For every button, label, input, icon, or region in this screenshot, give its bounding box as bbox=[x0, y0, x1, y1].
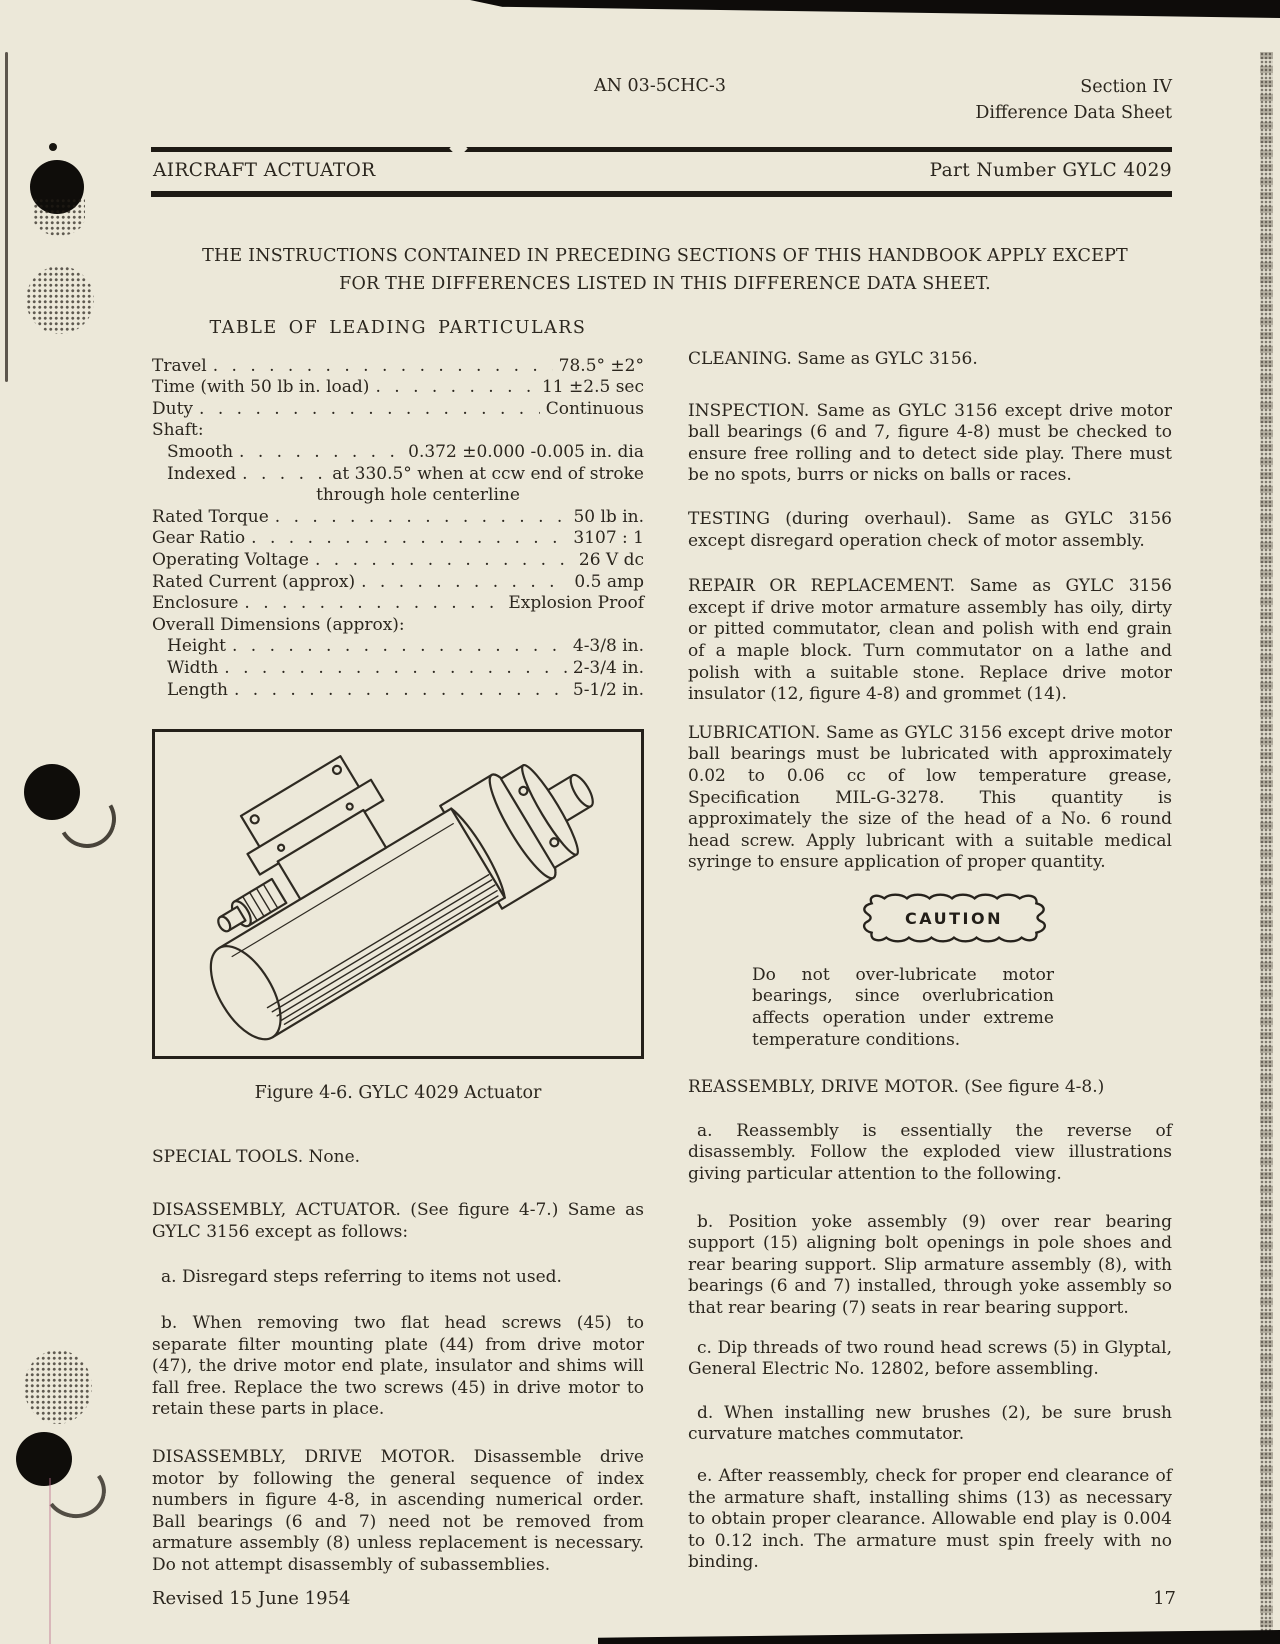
binder-hole-stipple bbox=[26, 266, 94, 334]
table-row: Gear Ratio . . . 3107 : 1 bbox=[152, 528, 644, 550]
table-row: Overall Dimensions (approx): bbox=[152, 614, 405, 635]
scan-speck bbox=[49, 143, 57, 151]
section-label: Section IV bbox=[1080, 77, 1172, 97]
scan-edge-artifact-right bbox=[1260, 52, 1273, 1644]
dot-leader bbox=[244, 593, 502, 615]
dot-leader bbox=[315, 550, 573, 572]
actuator-illustration bbox=[155, 732, 641, 1056]
dot-leader bbox=[375, 377, 536, 399]
figure-box bbox=[152, 729, 644, 1059]
table-row: Height . . . 4-3/8 in. bbox=[152, 636, 644, 658]
reassembly-item-b: b. Position yoke assembly (9) over rear bearing support (15) aligning bolt openings in pole shoes and rear bearing support. Slip armature assembly (8), with bearings (6 and 7) installed, through yoke assembly so that rear bearing (7) seats in rear bearing support. bbox=[688, 1211, 1172, 1318]
right-column bbox=[688, 332, 1172, 1591]
dot-leader bbox=[234, 680, 567, 702]
dot-leader bbox=[242, 464, 326, 486]
scan-line-artifact bbox=[49, 1478, 51, 1644]
table-row: Duty . . . Continuous bbox=[152, 399, 644, 421]
reassembly-item-e: e. After reassembly, check for proper end clearance of the armature shaft, installing shims (13) as necessary to obtain proper clearance. Allowable end play is 0.004 to 0.12 inch. The armature must spin freely with no binding. bbox=[688, 1465, 1172, 1573]
disassembly-actuator-paragraph: DISASSEMBLY, ACTUATOR. (See figure 4-7.) Same as GYLC 3156 except as follows: bbox=[152, 1200, 644, 1242]
disassembly-item-b: b. When removing two flat head screws (45) to separate filter mounting plate (44) from drive motor (47), the drive motor end plate, insulator and shims will fall free. Replace the two screws (45) in drive motor to retain these parts in place. bbox=[152, 1313, 644, 1420]
testing-paragraph: TESTING (during overhaul). Same as GYLC 3156 except disregard operation check of motor assembly. bbox=[688, 508, 1172, 551]
dot-leader bbox=[213, 356, 553, 378]
scan-edge-artifact-top bbox=[470, 0, 1280, 18]
reassembly-item-d: d. When installing new brushes (2), be sure brush curvature matches commutator. bbox=[688, 1402, 1172, 1445]
revision-date: Revised 15 June 1954 bbox=[152, 1588, 351, 1609]
cleaning-paragraph: CLEANING. Same as GYLC 3156. bbox=[688, 349, 978, 369]
horizontal-rule bbox=[151, 191, 1172, 197]
scan-edge-artifact-bottom bbox=[598, 1630, 1280, 1644]
caution-label: CAUTION bbox=[905, 909, 1003, 929]
binder-hole-stipple bbox=[33, 198, 85, 236]
section-block bbox=[975, 74, 1172, 126]
table-row: Travel . . . 78.5° ±2° bbox=[152, 356, 644, 378]
caution-box bbox=[856, 891, 1052, 945]
reassembly-heading: REASSEMBLY, DRIVE MOTOR. (See figure 4-8.) bbox=[688, 1077, 1105, 1098]
scan-edge-artifact-left bbox=[5, 52, 8, 382]
particulars-title: TABLE OF LEADING PARTICULARS bbox=[209, 318, 587, 338]
horizontal-rule bbox=[151, 147, 1172, 152]
table-row: Length . . . 5-1/2 in. bbox=[152, 680, 644, 702]
sheet-label: Difference Data Sheet bbox=[975, 103, 1172, 123]
part-number: Part Number GYLC 4029 bbox=[929, 160, 1172, 181]
disassembly-drive-motor-paragraph: DISASSEMBLY, DRIVE MOTOR. Disassemble drive motor by following the general sequence of index numbers in figure 4-8, in ascending numerical order. Ball bearings (6 and 7) need not be removed from armature assembly (8) unless replacement is necessary. Do not attempt disassembly of subassemblies. bbox=[152, 1447, 644, 1575]
scan-artifact-notch bbox=[449, 139, 467, 157]
table-row: Enclosure . . . Explosion Proof bbox=[152, 593, 644, 615]
reassembly-item-c: c. Dip threads of two round head screws (5) in Glyptal, General Electric No. 12802, before assembling. bbox=[688, 1337, 1172, 1380]
figure-caption: Figure 4-6. GYLC 4029 Actuator bbox=[254, 1083, 542, 1104]
dot-leader bbox=[251, 528, 567, 550]
lubrication-paragraph: LUBRICATION. Same as GYLC 3156 except drive motor ball bearings must be lubricated with approximately 0.02 to 0.06 cc of low temperature grease, Specification MIL-G-3278. This quantity is approximately the size of the head of a No. 6 round head screw. Apply lubricant with a suitable medical syringe to ensure application of proper quantity. bbox=[688, 722, 1172, 873]
table-row: Rated Current (approx) . . . 0.5 amp bbox=[152, 572, 644, 594]
page-footer bbox=[152, 1588, 1176, 1609]
page-title-left: AIRCRAFT ACTUATOR bbox=[153, 160, 376, 181]
inspection-paragraph: INSPECTION. Same as GYLC 3156 except drive motor ball bearings (6 and 7, figure 4-8) must be checked to ensure free rolling and to detect side play. There must be no spots, burrs or nicks on balls or races. bbox=[688, 400, 1172, 486]
caution-text: Do not over-lubricate motor bearings, since overlubrication affects operation under extreme temperature conditions. bbox=[752, 964, 1054, 1050]
special-tools-paragraph: SPECIAL TOOLS. None. bbox=[152, 1146, 361, 1167]
table-row: Rated Torque . . . 50 lb in. bbox=[152, 507, 644, 529]
dot-leader bbox=[199, 399, 540, 421]
table-row: Smooth . . . 0.372 ±0.000 -0.005 in. dia bbox=[152, 442, 644, 464]
notice-text: THE INSTRUCTIONS CONTAINED IN PRECEDING SECTIONS OF THIS HANDBOOK APPLY EXCEPT FOR THE DIFFERENCES LISTED IN THIS DIFFERENCE DATA SHEET. bbox=[202, 246, 1128, 294]
left-column bbox=[152, 318, 644, 1594]
repair-paragraph: REPAIR OR REPLACEMENT. Same as GYLC 3156 except if drive motor armature assembly has oily, dirty or pitted commutator, clean and polish with end grain of a maple block. Turn commutator on a lathe and polish with a suitable stone. Replace drive motor insulator (12, figure 4-8) and grommet (14). bbox=[688, 576, 1172, 705]
particulars-table bbox=[152, 356, 644, 702]
dot-leader bbox=[224, 658, 567, 680]
dot-leader bbox=[232, 636, 567, 658]
binder-hole-stipple bbox=[24, 1350, 92, 1424]
doc-number: AN 03-5CHC-3 bbox=[594, 76, 726, 96]
reassembly-item-a: a. Reassembly is essentially the reverse of disassembly. Follow the exploded view illustrations giving particular attention to the following. bbox=[688, 1120, 1172, 1185]
table-row: Width . . . 2-3/4 in. bbox=[152, 658, 644, 680]
dot-leader bbox=[239, 442, 402, 464]
title-bar bbox=[153, 160, 1172, 181]
table-row: Shaft: bbox=[152, 420, 204, 441]
table-row: Time (with 50 lb in. load) . . . 11 ±2.5 sec bbox=[152, 377, 644, 399]
table-row: Indexed . . . at 330.5° when at ccw end of stroke bbox=[152, 464, 644, 486]
page-number: 17 bbox=[1153, 1588, 1176, 1609]
table-row-continuation: through hole centerline bbox=[316, 485, 520, 506]
table-row: Operating Voltage . . . 26 V dc bbox=[152, 550, 644, 572]
disassembly-item-a: a. Disregard steps referring to items not used. bbox=[161, 1267, 562, 1288]
dot-leader bbox=[275, 507, 568, 529]
dot-leader bbox=[361, 572, 568, 594]
